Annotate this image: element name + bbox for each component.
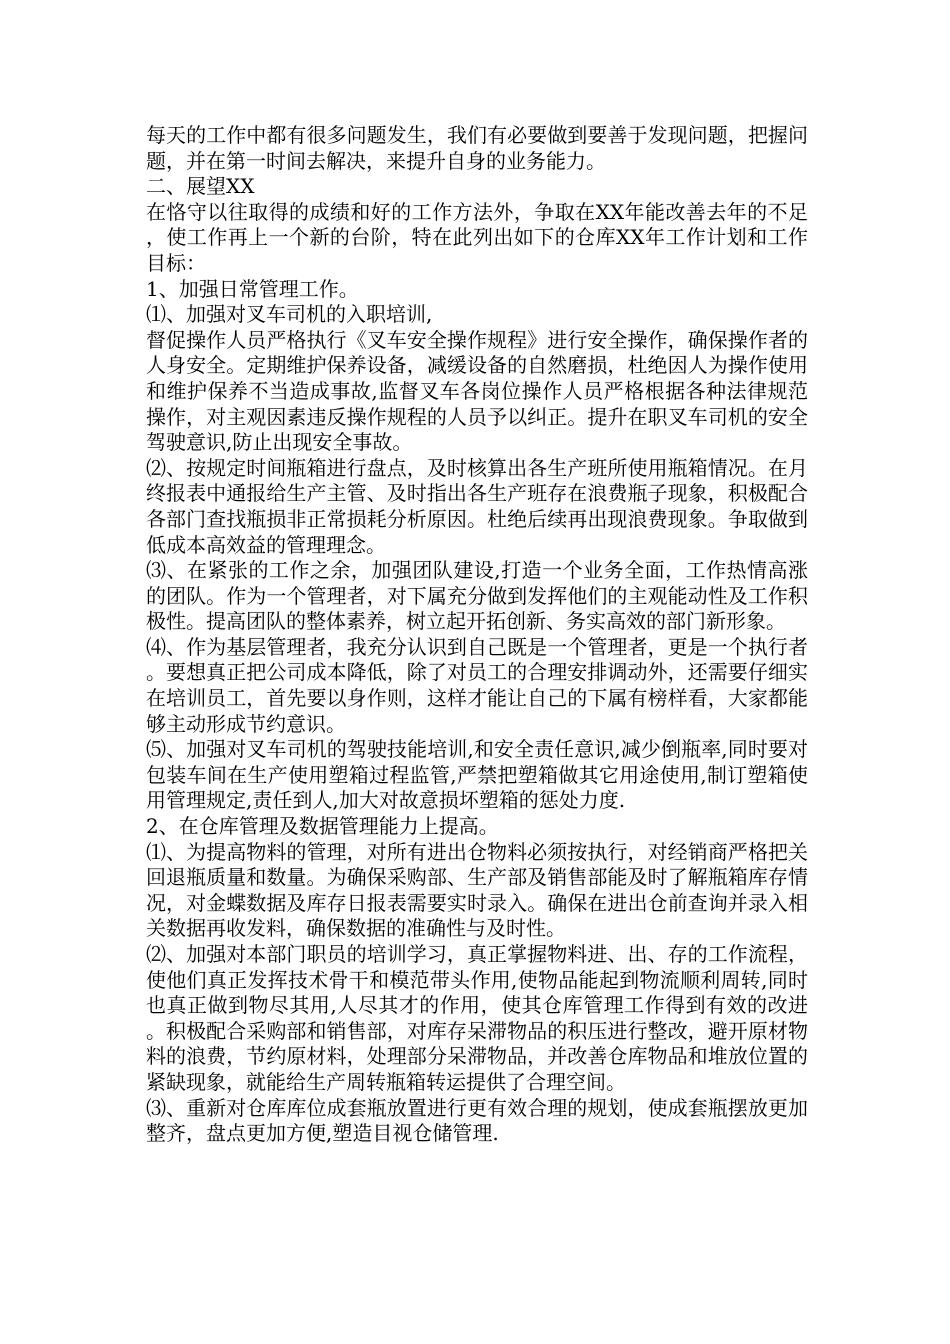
paragraph-intro: 每天的工作中都有很多问题发生，我们有必要做到要善于发现问题，把握问题，并在第一时间去解决，来提升自身的业务能力。 bbox=[146, 123, 808, 173]
list-item-2-3: ⑶、重新对仓库库位成套瓶放置进行更有效合理的规划，使成套瓶摆放更加整齐，盘点更加方便,塑造目视仓储管理. bbox=[146, 1095, 808, 1146]
subheading-daily-management: 1、加强日常管理工作。 bbox=[146, 276, 359, 301]
list-item-1-4: ⑷、作为基层管理者，我充分认识到自己既是一个管理者，更是一个执行者。要想真正把公司成本降低，除了对员工的合理安排调动外，还需要仔细实在培训员工，首先要以身作则，这样才能让自己的下属有榜样看，大家都能够主动形成节约意识。 bbox=[146, 634, 808, 736]
paragraph-safety-operation: 督促操作人员严格执行《叉车安全操作规程》进行安全操作，确保操作者的人身安全。定期维护保养设备，减缓设备的自然磨损，杜绝因人为操作使用和维护保养不当造成事故,监督叉车各岗位操作人员严格根据各种法律规范操作，对主观因素违反操作规程的人员予以纠正。提升在职叉车司机的安全驾驶意识,防止出现安全事故。 bbox=[146, 327, 808, 455]
list-item-2-2: ⑵、加强对本部门职员的培训学习，真正掌握物料进、出、存的工作流程，使他们真正发挥技术骨干和模范带头作用,使物品能起到物流顺利周转,同时也真正做到物尽其用,人尽其才的作用，使其仓库管理工作得到有效的改进。积极配合采购部和销售部，对库存呆滞物品的积压进行整改，避开原材物料的浪费，节约原材料，处理部分呆滞物品，并改善仓库物品和堆放位置的紧缺现象，就能给生产周转瓶箱转运提供了合理空间。 bbox=[146, 942, 808, 1094]
document-body bbox=[146, 123, 808, 1147]
list-item-2-1: ⑴、为提高物料的管理，对所有进出仓物料必须按执行，对经销商严格把关回退瓶质量和数量。为确保采购部、生产部及销售部能及时了解瓶箱库存情况，对金蝶数据及库存日报表需要实时录入。确保在进出仓前查询并录入相关数据再收发料，确保数据的准确性与及时性。 bbox=[146, 839, 808, 941]
paragraph-outlook: 在恪守以往取得的成绩和好的工作方法外，争取在XX年能改善去年的不足，使工作再上一个新的台阶，特在此列出如下的仓库XX年工作计划和工作目标： bbox=[146, 199, 808, 275]
subheading-data-management: 2、在仓库管理及数据管理能力上提高。 bbox=[146, 814, 499, 839]
list-item-1-1: ⑴、加强对叉车司机的入职培训, bbox=[146, 302, 433, 327]
list-item-1-3: ⑶、在紧张的工作之余，加强团队建设,打造一个业务全面，工作热情高涨的团队。作为一个管理者，对下属充分做到发挥他们的主观能动性及工作积极性。提高团队的整体素养，树立起开拓创新、务实高效的部门新形象。 bbox=[146, 558, 808, 634]
list-item-1-2: ⑵、按规定时间瓶箱进行盘点，及时核算出各生产班所使用瓶箱情况。在月终报表中通报给生产主管、及时指出各生产班存在浪费瓶子现象，积极配合各部门查找瓶损非正常损耗分析原因。杜绝后续再出现浪费现象。争取做到低成本高效益的管理理念。 bbox=[146, 455, 808, 557]
section-heading-outlook: 二、展望XX bbox=[146, 174, 255, 199]
list-item-1-5: ⑸、加强对叉车司机的驾驶技能培训,和安全责任意识,减少倒瓶率,同时要对包装车间在生产使用塑箱过程监管,严禁把塑箱做其它用途使用,制订塑箱使用管理规定,责任到人,加大对故意损坏塑箱的惩处力度. bbox=[146, 737, 808, 813]
